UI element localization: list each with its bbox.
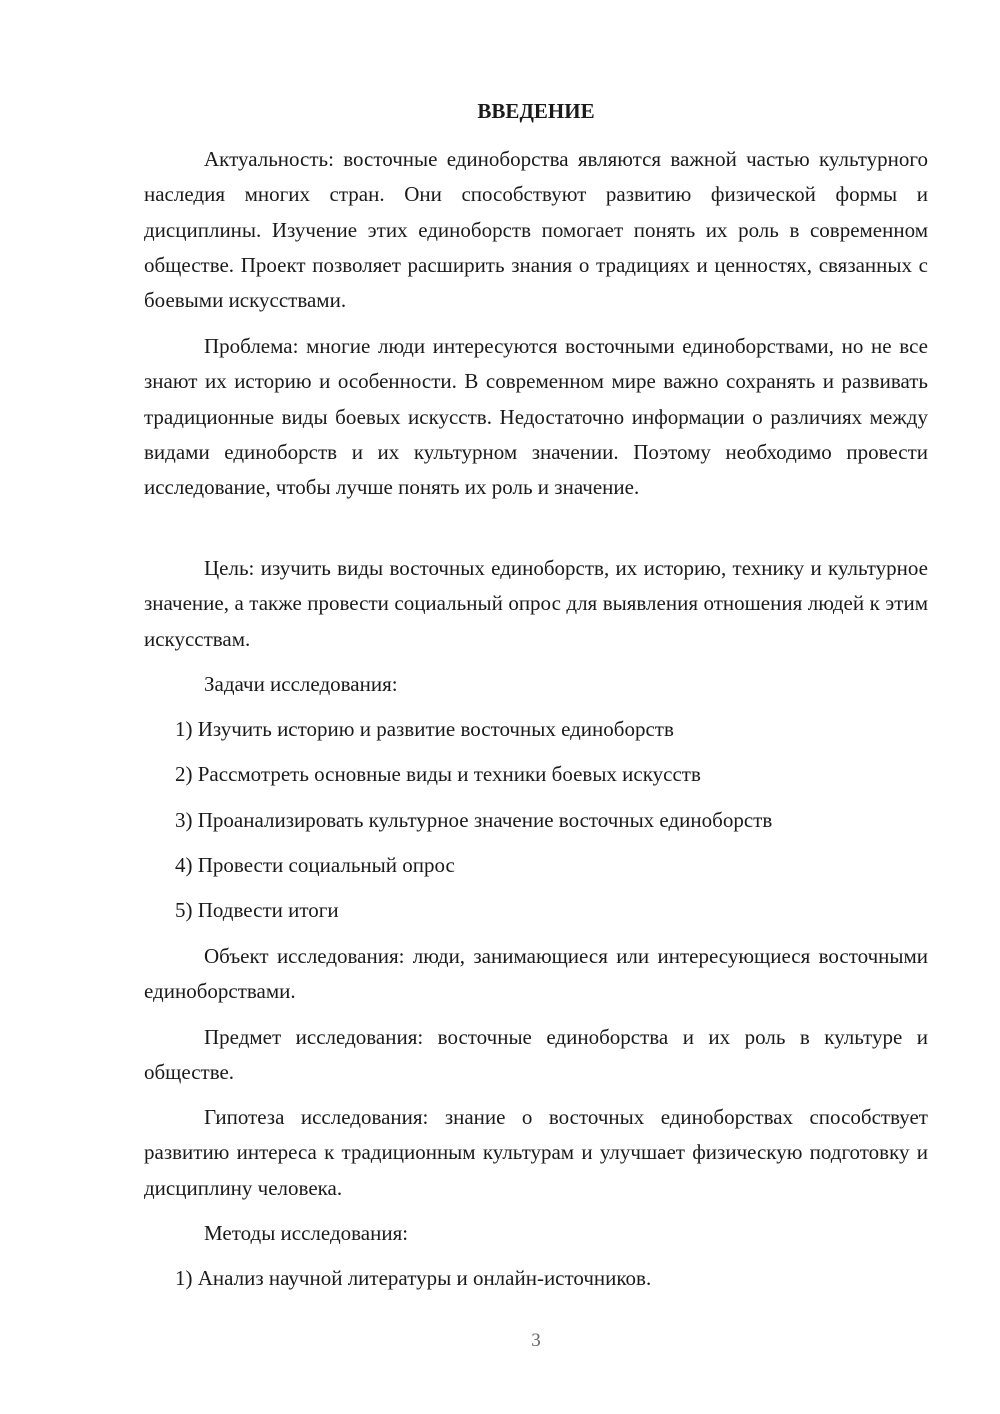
task-item: 2) Рассмотреть основные виды и техники боевых искусств <box>175 762 701 786</box>
task-item: 5) Подвести итоги <box>175 898 339 922</box>
task-item: 4) Провести социальный опрос <box>175 853 455 877</box>
tasks-heading: Задачи исследования: <box>204 672 398 696</box>
relevance-paragraph: Актуальность: восточные единоборства являются важной частью культурного наследия многих стран. Они способствуют развитию физической формы и дисциплины. Изучение этих единоборств помогает понять их роль в современном обществе. Проект позволяет расширить знания о традициях и ценностях, связанных с боевыми искусствами. <box>144 147 928 313</box>
task-item: 3) Проанализировать культурное значение восточных единоборств <box>175 808 773 832</box>
page-title: ВВЕДЕНИЕ <box>477 99 595 123</box>
hypothesis-paragraph: Гипотеза исследования: знание о восточных единоборствах способствует развитию интереса к традиционным культурам и улучшает физическую подготовку и дисциплину человека. <box>144 1105 928 1200</box>
task-item: 1) Изучить историю и развитие восточных единоборств <box>175 717 674 741</box>
methods-heading: Методы исследования: <box>204 1221 409 1245</box>
problem-paragraph: Проблема: многие люди интересуются восточными единоборствами, но не все знают их историю и особенности. В современном мире важно сохранять и развивать традиционные виды боевых искусств. Недостаточно информации о различиях между видами единоборств и их культурном значении. Поэтому необходимо провести исследование, чтобы лучше понять их роль и значение. <box>144 334 928 500</box>
page-number: 3 <box>531 1330 541 1351</box>
goal-paragraph: Цель: изучить виды восточных единоборств, их историю, технику и культурное значение, а также провести социальный опрос для выявления отношения людей к этим искусствам. <box>144 556 928 651</box>
method-item: 1) Анализ научной литературы и онлайн-источников. <box>175 1266 652 1290</box>
object-paragraph: Объект исследования: люди, занимающиеся или интересующиеся восточными единоборствами. <box>144 944 928 1004</box>
document-page <box>144 0 928 1414</box>
subject-paragraph: Предмет исследования: восточные единоборства и их роль в культуре и обществе. <box>144 1025 928 1085</box>
